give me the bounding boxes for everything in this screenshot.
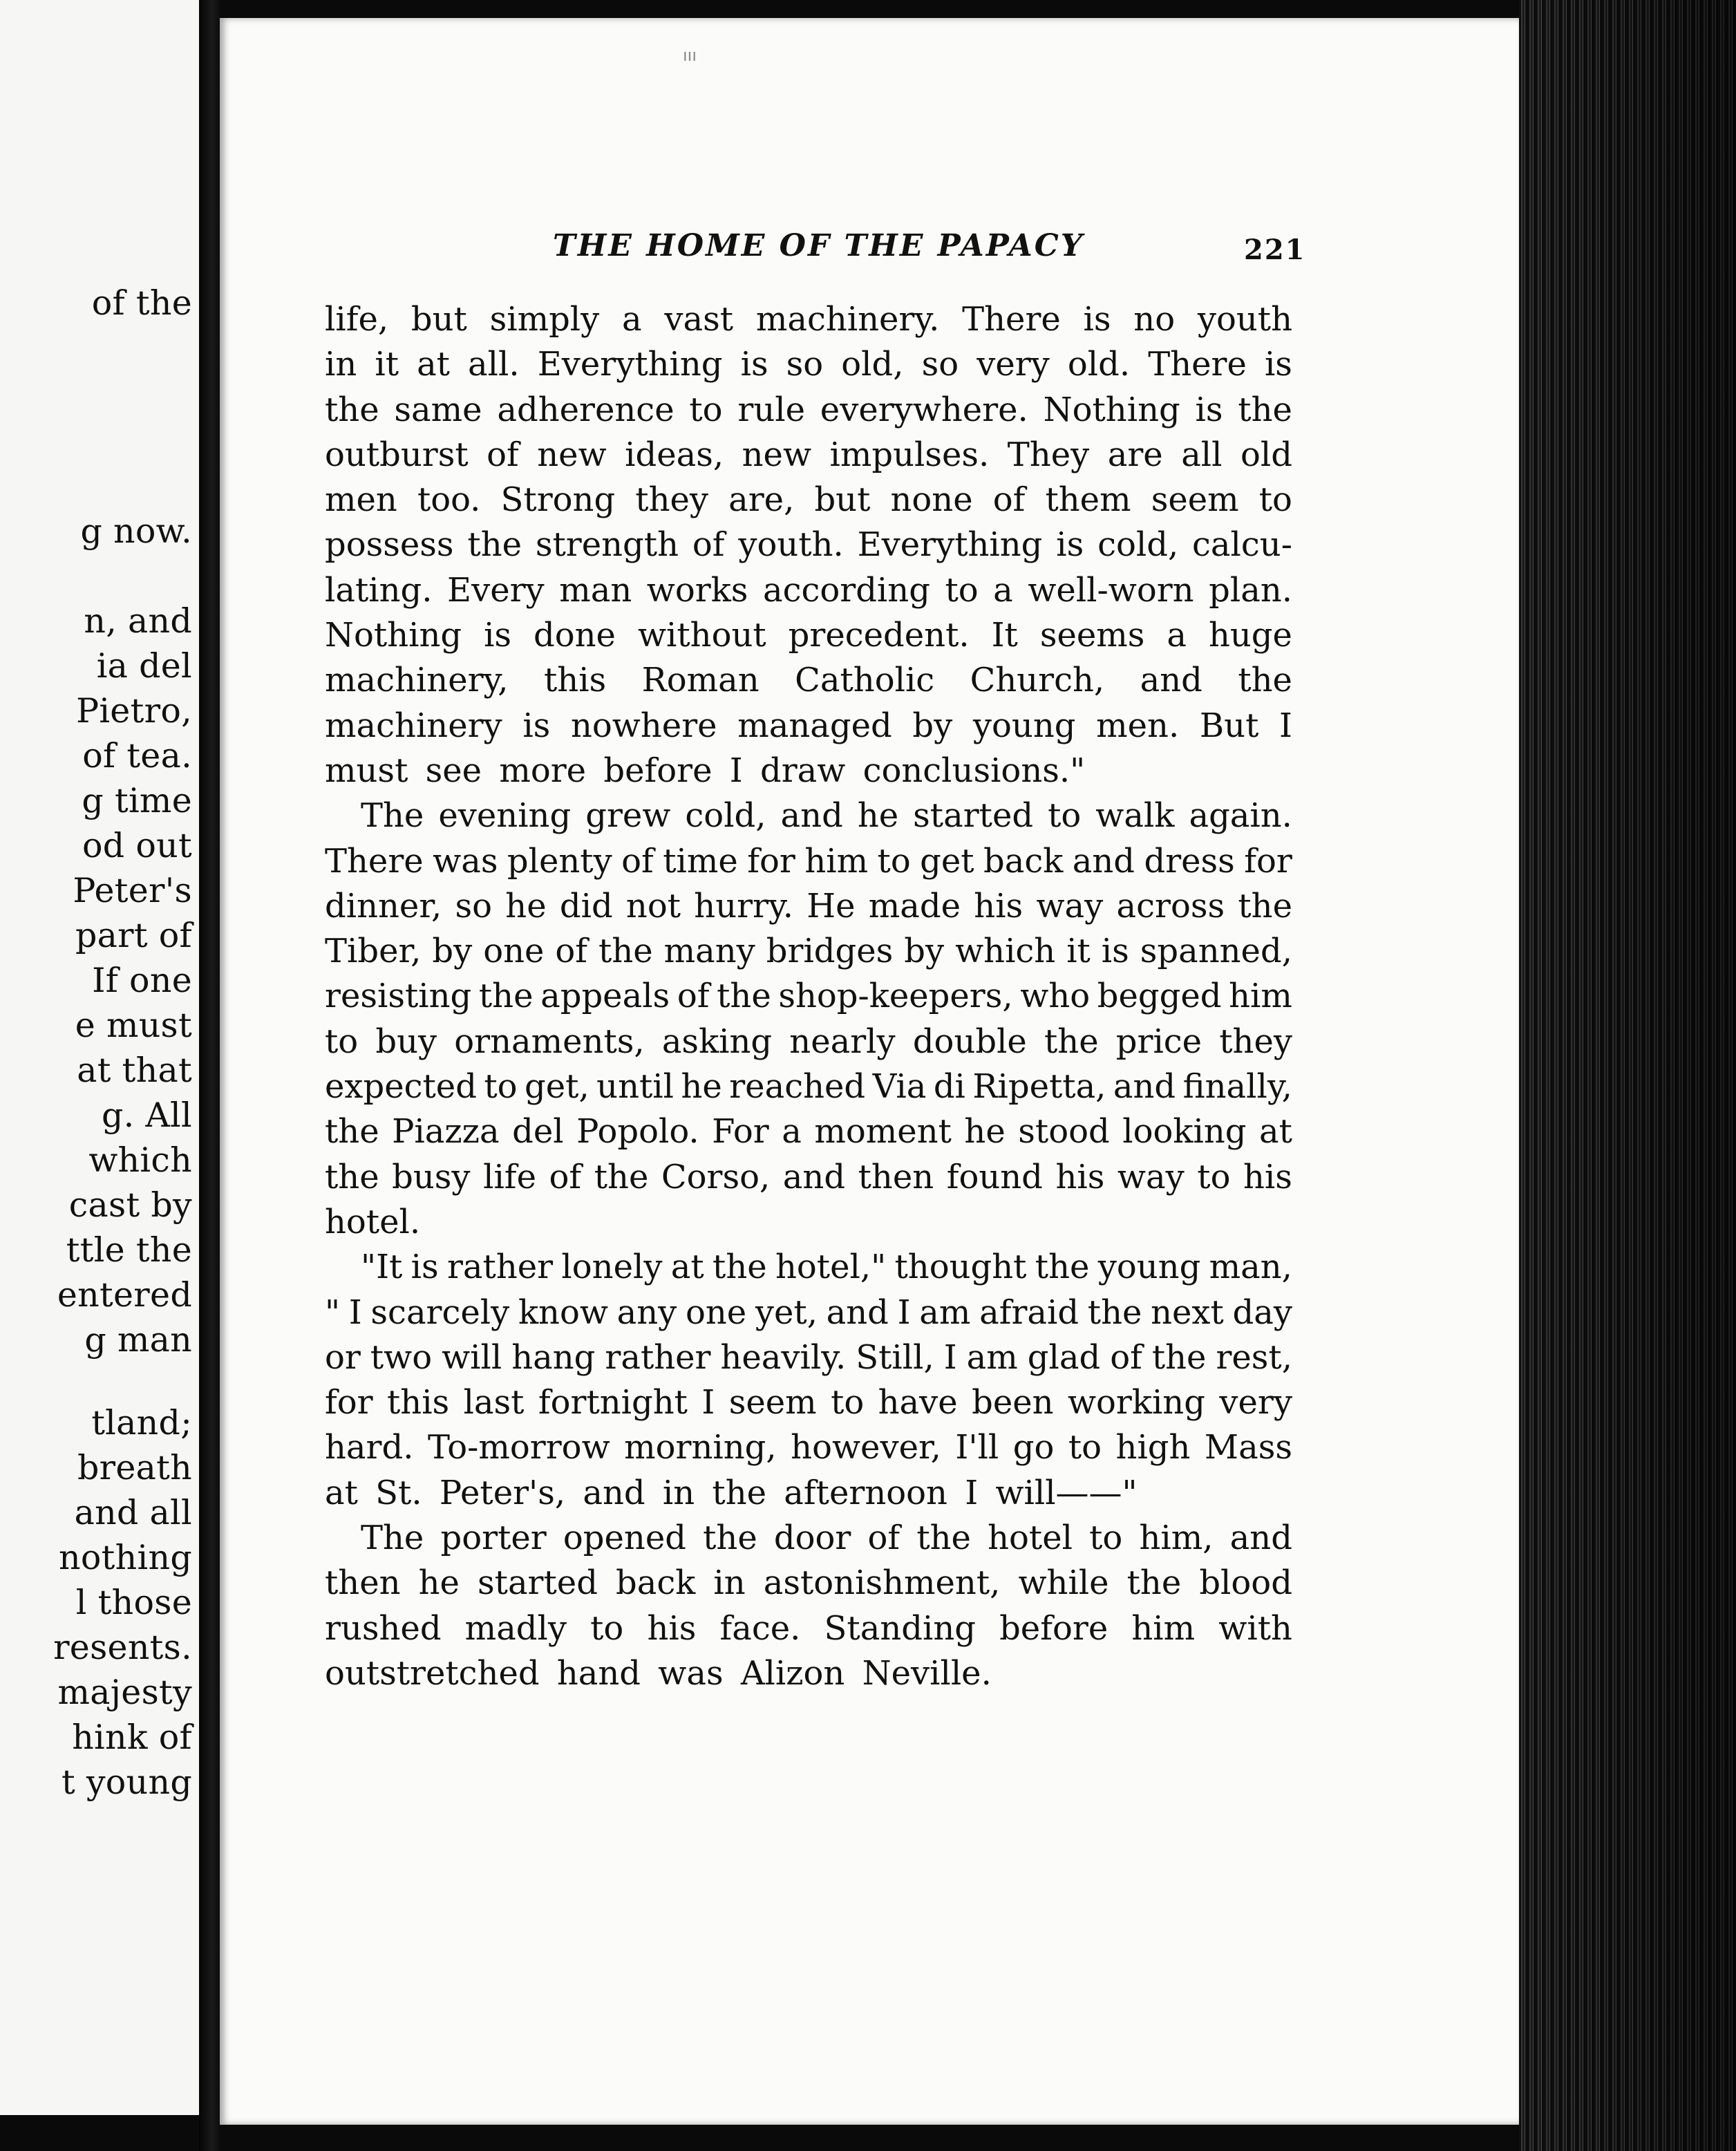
left-page-line: at that — [77, 1051, 192, 1090]
text-line: for this last fortnight I seem to have been working very — [325, 1383, 1292, 1422]
left-page-line: breath — [77, 1448, 192, 1487]
left-facing-page — [0, 0, 199, 2115]
text-line: in it at all. Everything is so old, so very old. There is — [325, 345, 1292, 384]
left-page-line: of tea. — [82, 736, 192, 776]
text-line: the busy life of the Corso, and then found his way to his — [325, 1157, 1292, 1196]
left-page-line: and all — [74, 1493, 192, 1532]
text-line: hotel. — [325, 1202, 421, 1241]
left-page-line: g man — [84, 1320, 192, 1360]
left-page-line: which — [88, 1140, 192, 1180]
text-line: resisting the appeals of the shop-keepers, who begged him — [325, 977, 1292, 1016]
book-gutter — [199, 0, 220, 2151]
left-page-line: of the — [91, 283, 192, 323]
left-page-line: Peter's — [73, 871, 192, 910]
running-head: THE HOME OF THE PAPACY — [553, 228, 1085, 263]
left-page-line: entered — [57, 1275, 192, 1315]
text-line: The evening grew cold, and he started to walk again. — [361, 796, 1292, 836]
page-edges — [1519, 0, 1736, 2151]
left-page-line: nothing — [58, 1538, 192, 1577]
left-page-line: cast by — [68, 1185, 192, 1225]
left-page-line: g time — [82, 781, 192, 820]
text-line: possess the strength of youth. Everything is cold, calcu- — [325, 525, 1292, 565]
text-line: Tiber, by one of the many bridges by which it is spanned, — [325, 932, 1292, 971]
text-line: hard. To-morrow morning, however, I'll go to high Mass — [325, 1428, 1292, 1467]
left-page-line: t young — [61, 1763, 192, 1802]
left-page-line: e must — [75, 1006, 192, 1045]
scan-margin-mark: ııı — [683, 46, 697, 65]
text-line: then he started back in astonishment, while the blood — [325, 1563, 1292, 1603]
text-line: to buy ornaments, asking nearly double the price they — [325, 1022, 1292, 1061]
text-line: Nothing is done without precedent. It seems a huge — [325, 616, 1292, 655]
text-line: outstretched hand was Alizon Neville. — [325, 1653, 992, 1693]
text-line: machinery, this Roman Catholic Church, and the — [325, 661, 1292, 700]
text-line: lating. Every man works according to a well-worn plan. — [325, 570, 1292, 610]
left-page-line: g. All — [101, 1096, 192, 1135]
text-line: men too. Strong they are, but none of them seem to — [325, 480, 1292, 520]
left-page-line: Pietro, — [76, 691, 192, 731]
left-page-line: od out — [82, 826, 192, 865]
text-line: "It is rather lonely at the hotel," thought the young man, — [361, 1248, 1292, 1287]
text-line: The porter opened the door of the hotel to him, and — [361, 1519, 1292, 1558]
text-line: life, but simply a vast machinery. There is no youth — [325, 300, 1292, 339]
text-line: " I scarcely know any one yet, and I am afraid the next day — [325, 1293, 1292, 1332]
text-line: the Piazza del Popolo. For a moment he stood looking at — [325, 1112, 1292, 1152]
left-page-line: l those — [75, 1583, 192, 1622]
left-page-line: g now. — [80, 511, 192, 551]
text-line: There was plenty of time for him to get back and dress for — [325, 841, 1292, 881]
left-page-line: hink of — [72, 1718, 192, 1757]
left-page-line: If one — [92, 961, 192, 1000]
text-line: at St. Peter's, and in the afternoon I will——" — [325, 1473, 1138, 1512]
left-page-line: ia del — [96, 646, 192, 686]
text-line: machinery is nowhere managed by young men. But I — [325, 706, 1292, 745]
text-line: dinner, so he did not hurry. He made his way across the — [325, 886, 1292, 926]
left-page-line: n, and — [84, 601, 192, 641]
text-line: rushed madly to his face. Standing before him with — [325, 1608, 1292, 1648]
body-text — [325, 297, 1292, 1696]
left-page-line: tland; — [91, 1403, 192, 1443]
left-page-line: ttle the — [66, 1230, 192, 1270]
text-line: the same adherence to rule everywhere. Nothing is the — [325, 390, 1292, 429]
text-line: outburst of new ideas, new impulses. They are all old — [325, 435, 1292, 474]
text-line: expected to get, until he reached Via di Ripetta, and finally, — [325, 1067, 1292, 1107]
left-page-line: resents. — [53, 1628, 192, 1667]
left-page-line: majesty — [57, 1673, 192, 1712]
page-number: 221 — [1244, 234, 1306, 266]
text-line: or two will hang rather heavily. Still, I am glad of the rest, — [325, 1337, 1292, 1377]
text-line: must see more before I draw conclusions." — [325, 751, 1086, 790]
left-page-line: part of — [75, 916, 192, 955]
